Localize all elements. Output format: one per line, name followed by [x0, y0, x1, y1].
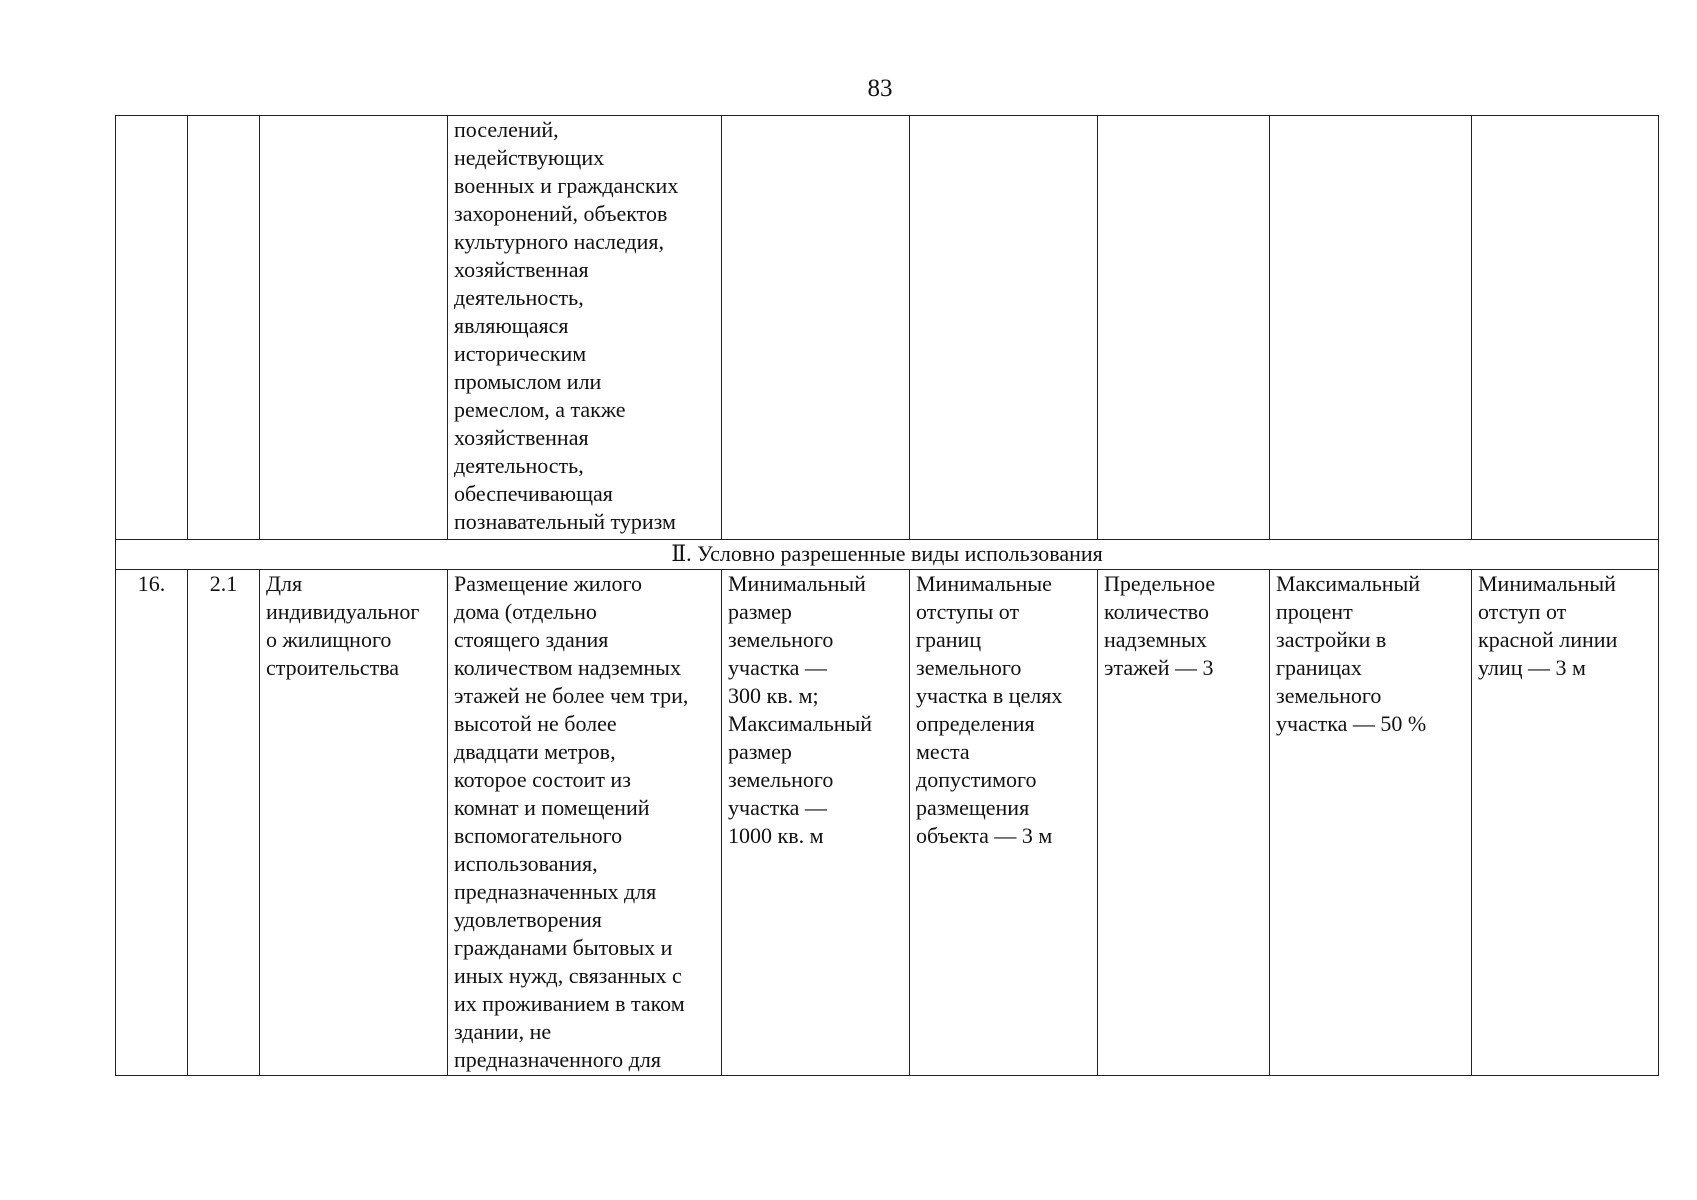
regulations-table [115, 115, 1659, 1076]
cell-row-number: 16. [116, 570, 188, 1076]
page-number: 83 [867, 75, 893, 102]
cell-setbacks: Минимальные отступы от границ земельного участка в целях определения места допустимого размещения объекта — 3 м [910, 570, 1098, 1076]
cell-use-name: Для индивидуальног о жилищного строительства [260, 570, 448, 1076]
cell-setbacks-empty [910, 116, 1098, 540]
section-title: Ⅱ. Условно разрешенные виды использования [116, 540, 1659, 570]
cell-code-empty [188, 116, 260, 540]
table-row-continued [116, 116, 1659, 540]
cell-plot-size-empty [722, 116, 910, 540]
cell-floors: Предельное количество надземных этажей — 3 [1098, 570, 1270, 1076]
cell-name-empty [260, 116, 448, 540]
cell-use-description: Размещение жилого дома (отдельно стоящего здания количеством надземных этажей не более чем три, высотой не более двадцати метров, которое состоит из комнат и помещений вспомогательного использования, предназначенных для удовлетворения гражданами бытовых и иных нужд, связанных с их проживанием в таком здании, не предназначенного для [448, 570, 722, 1076]
table-row-16 [116, 570, 1659, 1076]
section-header-row [116, 540, 1659, 570]
cell-coverage: Максимальный процент застройки в границах земельного участка — 50 % [1270, 570, 1472, 1076]
cell-coverage-empty [1270, 116, 1472, 540]
cell-plot-size: Минимальный размер земельного участка — 300 кв. м; Максимальный размер земельного участка — 1000 кв. м [722, 570, 910, 1076]
cell-description-continued: поселений, недействующих военных и гражданских захоронений, объектов культурного наследия, хозяйственная деятельность, являющаяся историческим промыслом или ремеслом, а также хозяйственная деятельность, обеспечивающая познавательный туризм [448, 116, 722, 540]
cell-red-line-empty [1472, 116, 1659, 540]
cell-floors-empty [1098, 116, 1270, 540]
cell-use-code: 2.1 [188, 570, 260, 1076]
cell-red-line: Минимальный отступ от красной линии улиц — 3 м [1472, 570, 1659, 1076]
cell-number-empty [116, 116, 188, 540]
